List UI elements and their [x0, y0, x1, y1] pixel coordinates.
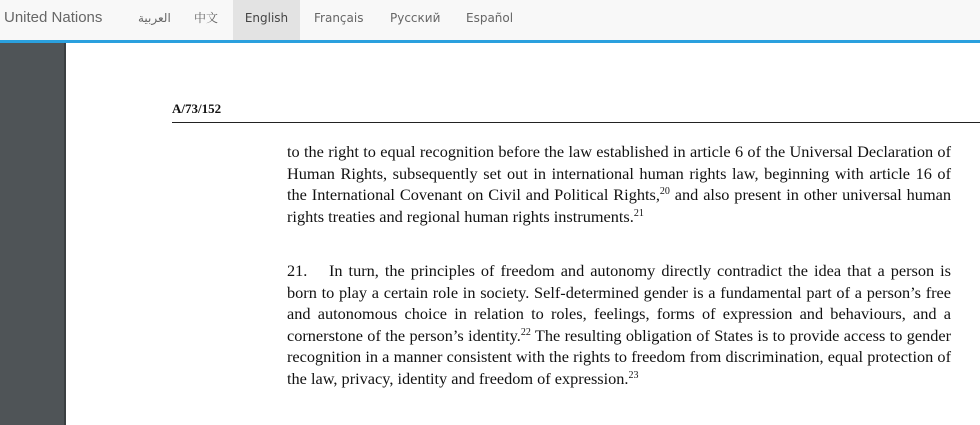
- top-navbar: [0, 0, 980, 41]
- lang-link-arabic[interactable]: العربية: [138, 11, 171, 25]
- paragraph-continued: [287, 141, 951, 227]
- paragraph-text: In turn, the principles of freedom and autonomy directly contradict the idea that a person is born to play a certain role in society. Self-determined gender is a fundamental part of a person’s free and autonomous choice in relation to roles, feelings, forms of expression and behaviours, and a cornerstone of the person’s identity.: [287, 261, 951, 345]
- paragraph-text: to the right to equal recognition before the law established in article 6 of the Universal Declaration of Human Rights, subsequently set out in international human rights law, beginning with article 16 of the International Covenant on Civil and Political Rights,: [287, 142, 951, 204]
- lang-link-russian[interactable]: Русский: [390, 11, 441, 25]
- lang-link-chinese[interactable]: 中文: [194, 11, 219, 25]
- paragraph-number: 21.: [287, 261, 308, 280]
- paragraph-21: [287, 260, 951, 389]
- lang-link-french[interactable]: Français: [314, 11, 364, 25]
- lang-link-spanish[interactable]: Español: [466, 11, 514, 25]
- footnote-ref[interactable]: 23: [628, 369, 639, 381]
- paragraph-text: The resulting obligation of States is to provide access to gender recognition in a manner consistent with the rights to freedom from discrimination, equal protection of the law, privacy, identity and freedom of expression.: [287, 325, 952, 388]
- header-rule: [172, 122, 980, 123]
- footnote-ref[interactable]: 22: [520, 326, 531, 338]
- document-page: [66, 43, 980, 425]
- brand-title[interactable]: United Nations: [4, 9, 103, 26]
- document-symbol: A/73/152: [172, 101, 222, 116]
- lang-link-english[interactable]: English: [233, 0, 300, 40]
- footnote-ref[interactable]: 20: [659, 186, 670, 197]
- viewer-side-gutter: [0, 43, 64, 425]
- footnote-ref[interactable]: 21: [633, 207, 644, 219]
- paragraph-text: and also present in other universal human rights treaties and regional human rights instruments.: [287, 185, 951, 226]
